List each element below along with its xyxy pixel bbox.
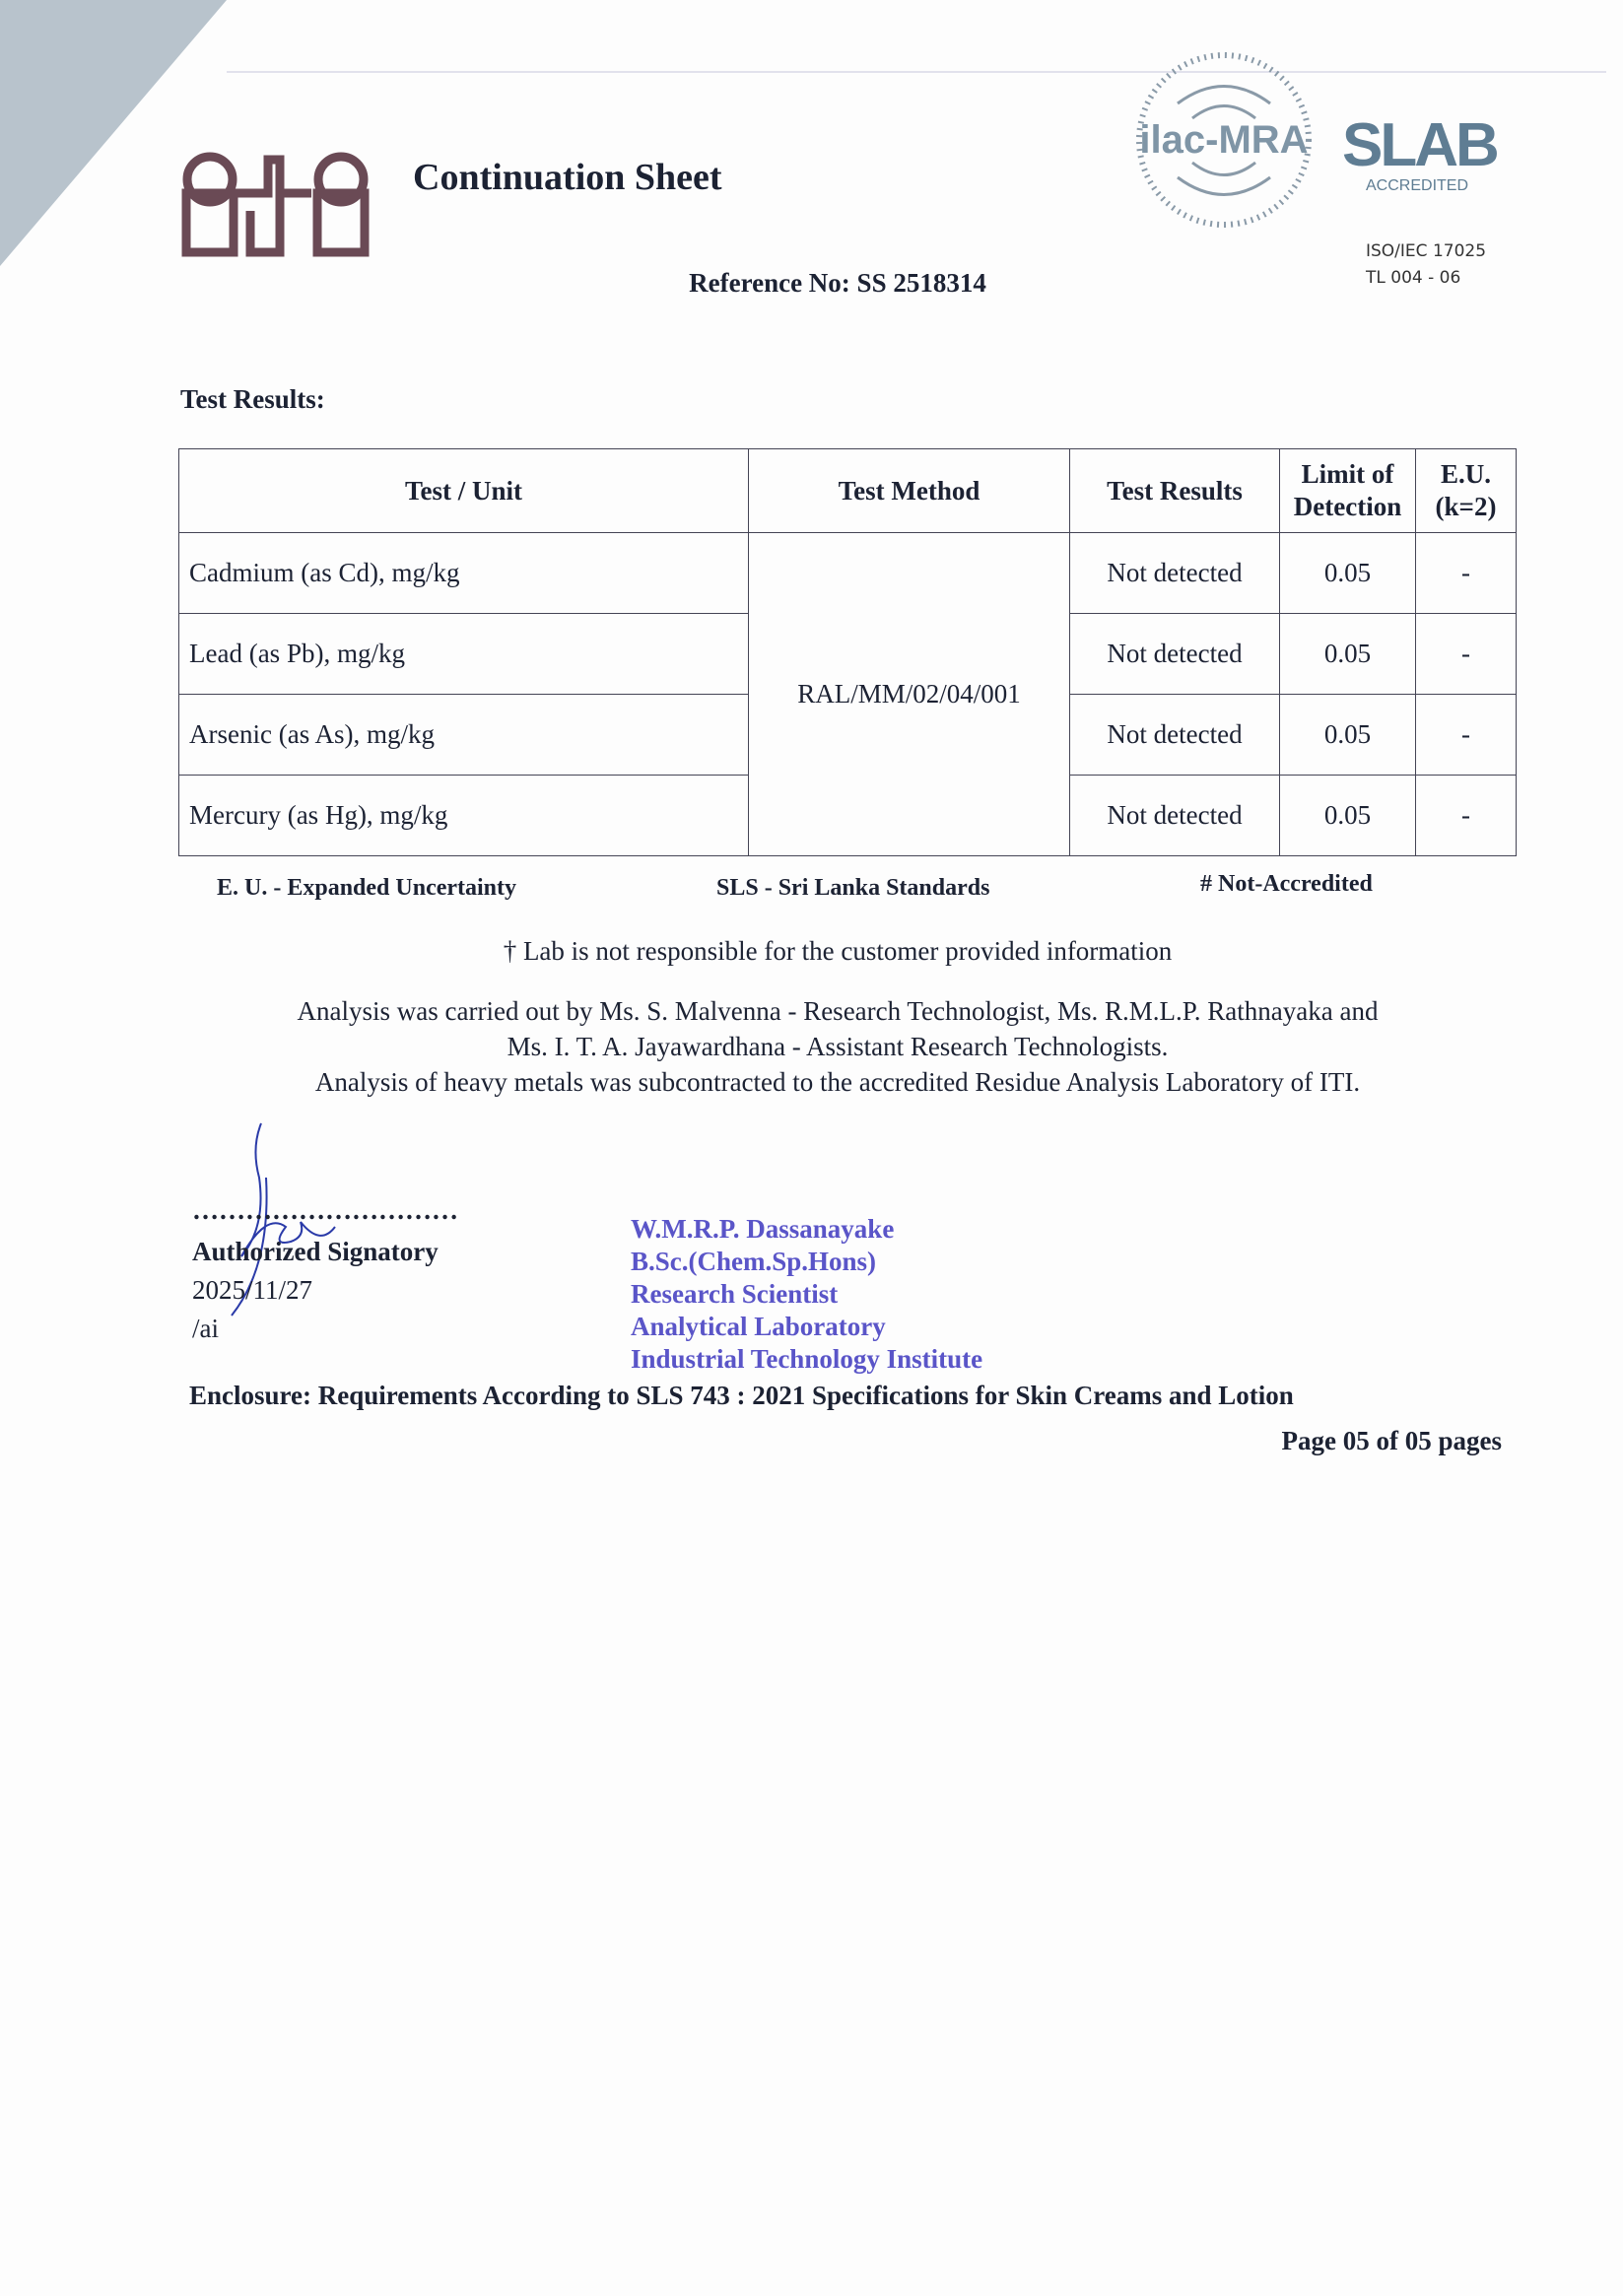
test-method: RAL/MM/02/04/001 [749,533,1070,856]
header-lod: Limit of Detection [1280,449,1416,533]
iti-logo [181,152,371,258]
test-name: Arsenic (as As), mg/kg [179,695,749,776]
table-header [179,449,1517,533]
header-test-unit: Test / Unit [179,449,749,533]
test-result: Not detected [1070,614,1280,695]
tl-number: TL 004 - 06 [1366,268,1461,288]
eu: - [1416,776,1517,856]
note-line: Analysis of heavy metals was subcontracted to the accredited Residue Analysis Laboratory of ITI. [314,1067,1361,1097]
test-name: Mercury (as Hg), mg/kg [179,776,749,856]
eu: - [1416,533,1517,614]
stamp-degree: B.Sc.(Chem.Sp.Hons) [631,1247,877,1276]
slab-logo: SLAB [1342,111,1497,179]
test-result: Not detected [1070,776,1280,856]
signatory-label: Authorized Signatory [192,1237,439,1266]
note-line: Analysis was carried out by Ms. S. Malvenna - Research Technologist, Ms. R.M.L.P. Rathnayaka and [297,996,1379,1026]
accreditation-info [1366,238,1486,292]
test-result: Not detected [1070,695,1280,776]
signature-line: ………………………… [192,1195,458,1225]
iso-standard: ISO/IEC 17025 [1366,241,1487,261]
legend-not-accredited: # Not-Accredited [1200,871,1373,897]
initials: /ai [192,1314,219,1343]
divider [227,71,1606,73]
legend-sls: SLS - Sri Lanka Standards [716,875,990,901]
lod: 0.05 [1280,776,1416,856]
header-eu: E.U. (k=2) [1416,449,1517,533]
enclosure-note: Enclosure: Requirements According to SLS 743 : 2021 Specifications for Skin Creams and Lotion [189,1381,1294,1410]
test-name: Lead (as Pb), mg/kg [179,614,749,695]
disclaimer: † Lab is not responsible for the customer provided information [503,936,1173,966]
header-test-results: Test Results [1070,449,1280,533]
results-table [178,448,1517,856]
eu: - [1416,614,1517,695]
lod: 0.05 [1280,614,1416,695]
test-name: Cadmium (as Cd), mg/kg [179,533,749,614]
lod: 0.05 [1280,533,1416,614]
section-title: Test Results: [180,384,325,414]
stamp-position: Research Scientist [631,1279,839,1309]
slab-accredited: ACCREDITED [1366,177,1469,194]
analysis-notes [0,993,1623,1100]
page-number: Page 05 of 05 pages [1281,1426,1502,1455]
header-test-method: Test Method [749,449,1070,533]
stamp-lab: Analytical Laboratory [631,1312,886,1341]
stamp-name: W.M.R.P. Dassanayake [631,1214,895,1244]
page-title: Continuation Sheet [413,157,722,198]
eu: - [1416,695,1517,776]
table-row [179,533,1517,614]
legend-eu: E. U. - Expanded Uncertainty [217,875,517,901]
stamp-institute: Industrial Technology Institute [631,1344,983,1374]
reference-number: Reference No: SS 2518314 [689,268,986,298]
test-result: Not detected [1070,533,1280,614]
lod: 0.05 [1280,695,1416,776]
svg-text:ilac-MRA: ilac-MRA [1139,118,1309,162]
sign-date: 2025/11/27 [192,1275,313,1305]
ilac-mra-logo [1133,49,1316,232]
note-line: Ms. I. T. A. Jayawardhana - Assistant Research Technologists. [507,1032,1169,1061]
